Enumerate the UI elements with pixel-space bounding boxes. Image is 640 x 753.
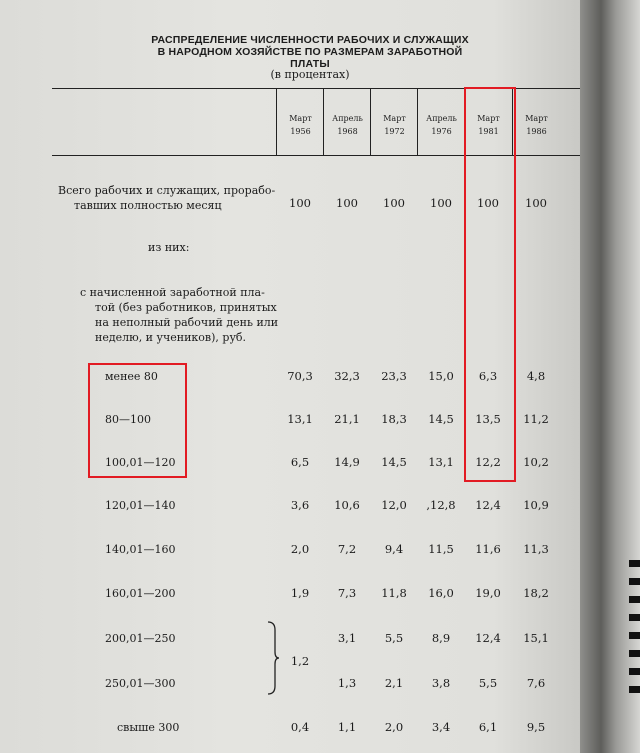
table-cell: 7,2	[337, 542, 357, 556]
total-cell: 100	[383, 196, 405, 210]
table-cell: 2,1	[384, 676, 404, 690]
spine-mark	[629, 650, 640, 657]
table-cell: 1,1	[337, 720, 357, 734]
row-label: 100,01—120	[105, 456, 176, 469]
total-cell: 100	[525, 196, 547, 210]
table-cell: 16,0	[428, 586, 454, 600]
table-cell: 8,9	[431, 631, 451, 645]
table-cell: 10,2	[523, 455, 549, 469]
row-label: 250,01—300	[105, 677, 176, 690]
table-cell: 21,1	[334, 412, 360, 426]
table-cell: 0,4	[290, 720, 310, 734]
table-cell: 11,8	[381, 586, 407, 600]
table-cell: 14,5	[381, 455, 407, 469]
wage-label-line: на неполный рабочий день или	[95, 316, 279, 329]
column-header-1986: Март 1986	[525, 114, 548, 136]
table-cell: 14,9	[334, 455, 360, 469]
table-cell: 11,2	[523, 412, 549, 426]
column-header-1956: Март 1956	[289, 114, 312, 136]
table-cell: 5,5	[384, 631, 404, 645]
wage-label-line: той (без работников, принятых	[95, 301, 277, 314]
table-cell: 18,2	[523, 586, 549, 600]
table-cell: 19,0	[475, 586, 501, 600]
row-label: 80—100	[105, 413, 151, 426]
row-label: 160,01—200	[105, 587, 176, 600]
table-subtitle: (в процентах)	[270, 68, 350, 81]
total-cell: 100	[477, 196, 499, 210]
total-label-line: тавших полностью месяц	[74, 199, 222, 212]
column-header-1968: Апрель 1968	[332, 114, 363, 136]
merged-cell: 1,2	[290, 654, 310, 668]
table-cell: 11,3	[523, 542, 549, 556]
spine-mark	[629, 560, 640, 567]
table-cell: 7,6	[526, 676, 546, 690]
table-cell: 2,0	[384, 720, 404, 734]
table-cell: 9,4	[384, 542, 404, 556]
spine-mark	[629, 578, 640, 585]
table-cell: 4,8	[526, 369, 546, 383]
table-title-line: РАСПРЕДЕЛЕНИЕ ЧИСЛЕННОСТИ РАБОЧИХ И СЛУЖАЩИХ	[151, 34, 469, 46]
total-label-line: Всего рабочих и служащих, прорабо-	[58, 184, 276, 197]
table-cell: 1,9	[290, 586, 310, 600]
book-spine	[580, 0, 640, 753]
table-cell: 6,1	[478, 720, 498, 734]
table-cell: 23,3	[381, 369, 407, 383]
table-cell: 12,0	[381, 498, 407, 512]
spine-mark	[629, 668, 640, 675]
table-cell: 12,4	[475, 631, 501, 645]
table-cell: 3,6	[290, 498, 310, 512]
column-header-1972: Март 1972	[383, 114, 406, 136]
table-cell: 6,3	[478, 369, 498, 383]
column-header-1976: Апрель 1976	[426, 114, 457, 136]
table-cell: 13,5	[475, 412, 501, 426]
table-cell: 3,1	[337, 631, 357, 645]
table-cell: 11,6	[475, 542, 501, 556]
spine-mark	[629, 596, 640, 603]
total-cell: 100	[336, 196, 358, 210]
row-label: 120,01—140	[105, 499, 176, 512]
table-cell: 6,5	[290, 455, 310, 469]
row-label: 200,01—250	[105, 632, 176, 645]
highlight-box-low-wages	[88, 363, 187, 478]
table-cell: 11,5	[428, 542, 454, 556]
table-cell: 5,5	[478, 676, 498, 690]
table-cell: 7,3	[337, 586, 357, 600]
table-title-line: В НАРОДНОМ ХОЗЯЙСТВЕ ПО РАЗМЕРАМ ЗАРАБОТНОЙ	[157, 46, 463, 58]
table-cell: 32,3	[334, 369, 360, 383]
table-cell: 12,2	[475, 455, 501, 469]
table-cell: ,12,8	[426, 498, 456, 512]
table-cell: 14,5	[428, 412, 454, 426]
table-cell: 13,1	[428, 455, 454, 469]
table-cell: 10,6	[334, 498, 360, 512]
table-cell: 70,3	[287, 369, 313, 383]
table-cell: 12,4	[475, 498, 501, 512]
spine-mark	[629, 632, 640, 639]
of-them-label: из них:	[148, 241, 190, 254]
total-cell: 100	[430, 196, 452, 210]
highlight-box-1981	[464, 87, 516, 482]
table-title-line: ПЛАТЫ	[290, 58, 330, 70]
row-label: 140,01—160	[105, 543, 176, 556]
table-cell: 9,5	[526, 720, 546, 734]
spine-mark	[629, 686, 640, 693]
wage-label-line: неделю, и учеников), руб.	[95, 331, 247, 344]
row-label: свыше 300	[117, 721, 180, 734]
total-cell: 100	[289, 196, 311, 210]
table-cell: 18,3	[381, 412, 407, 426]
table-cell: 3,4	[431, 720, 451, 734]
column-header-1981: Март 1981	[477, 114, 500, 136]
table-cell: 10,9	[523, 498, 549, 512]
row-label: менее 80	[105, 370, 158, 383]
table-cell: 2,0	[290, 542, 310, 556]
table-cell: 15,0	[428, 369, 454, 383]
table-cell: 3,8	[431, 676, 451, 690]
table-cell: 13,1	[287, 412, 313, 426]
table-cell: 15,1	[523, 631, 549, 645]
spine-mark	[629, 614, 640, 621]
table-cell: 1,3	[337, 676, 357, 690]
wage-label-line: с начисленной заработной пла-	[80, 286, 265, 299]
